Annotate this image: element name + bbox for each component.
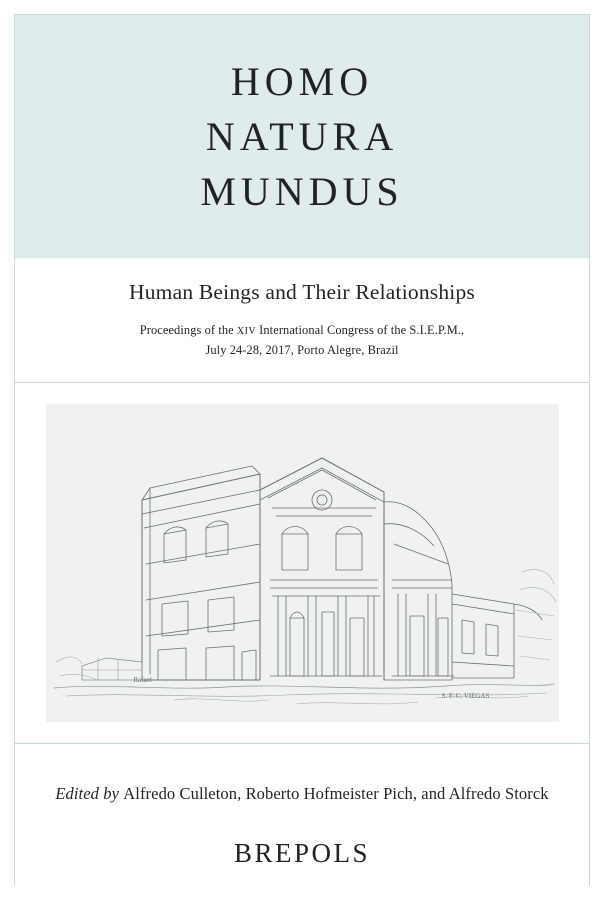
title-panel xyxy=(15,15,589,258)
book-subtitle: Human Beings and Their Relationships xyxy=(129,280,475,305)
proceedings-post: International Congress of the S.I.E.P.M., xyxy=(255,323,465,338)
congress-number: xiv xyxy=(236,322,256,338)
proceedings-line-2: July 24-28, 2017, Porto Alegre, Brazil xyxy=(205,342,399,357)
publisher-name: BREPOLS xyxy=(233,838,371,868)
editors-names: Alfredo Culleton, Roberto Hofmeister Pich, and Alfredo Storck xyxy=(123,784,549,803)
subtitle-block xyxy=(15,258,589,383)
editors-line xyxy=(55,784,548,804)
title-line-2: NATURA xyxy=(205,113,399,159)
title-line-3: MUNDUS xyxy=(200,169,404,215)
church-sketch-svg xyxy=(46,404,559,722)
illustration-area xyxy=(15,383,589,744)
proceedings-pre: Proceedings of the xyxy=(139,323,237,338)
editors-prefix: Edited by xyxy=(55,784,120,803)
church-sketch-illustration xyxy=(46,404,559,722)
proceedings-info xyxy=(140,319,464,359)
credits-block xyxy=(15,744,589,886)
proceedings-line-1 xyxy=(140,319,464,340)
sketch-caption-right: S. F. C. VIEGAS xyxy=(441,692,490,700)
title-line-1: HOMO xyxy=(230,58,374,104)
sketch-caption-left: Rafael xyxy=(133,676,152,684)
